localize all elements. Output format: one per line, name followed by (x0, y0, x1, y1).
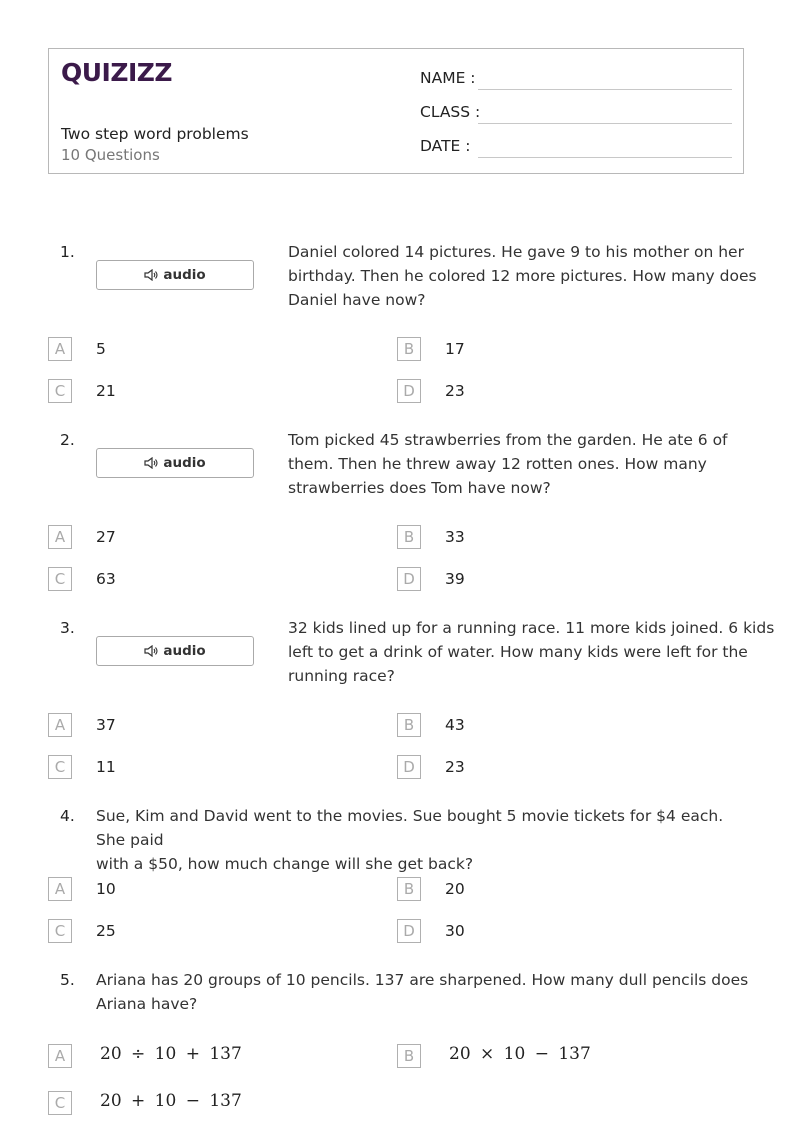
option-b-text: 17 (445, 340, 465, 358)
speaker-icon (144, 645, 158, 657)
question-count: 10 Questions (61, 146, 160, 164)
option-d-text: 23 (445, 382, 465, 400)
question-line: strawberries does Tom have now? (288, 479, 551, 497)
option-a-box[interactable]: A (48, 713, 72, 737)
option-a-box[interactable]: A (48, 1044, 72, 1068)
option-a-text: 20 ÷ 10 + 137 (100, 1044, 242, 1064)
option-b-text: 20 (445, 880, 465, 898)
option-c-box[interactable]: C (48, 379, 72, 403)
question-number: 1. (60, 243, 75, 261)
audio-label: audio (163, 267, 206, 283)
option-a-box[interactable]: A (48, 877, 72, 901)
option-c-text: 20 + 10 − 137 (100, 1091, 242, 1111)
option-d-text: 30 (445, 922, 465, 940)
question-text (96, 968, 756, 1016)
option-c-text: 63 (96, 570, 116, 588)
question-line: Tom picked 45 strawberries from the garden. He ate 6 of (288, 431, 728, 449)
question-number: 3. (60, 619, 75, 637)
audio-button[interactable] (96, 260, 254, 290)
date-label: DATE : (420, 137, 471, 155)
option-b-box[interactable]: B (397, 713, 421, 737)
option-d-box[interactable]: D (397, 919, 421, 943)
class-label: CLASS : (420, 103, 481, 121)
option-a-text: 27 (96, 528, 116, 546)
option-c-text: 21 (96, 382, 116, 400)
question-line: Ariana has 20 groups of 10 pencils. 137 are sharpened. How many dull pencils does (96, 971, 749, 989)
audio-button[interactable] (96, 636, 254, 666)
option-a-text: 37 (96, 716, 116, 734)
question-text (288, 428, 728, 500)
question-line: Daniel have now? (288, 291, 426, 309)
name-field[interactable] (478, 89, 732, 90)
class-field[interactable] (478, 123, 732, 124)
question-number: 4. (60, 807, 75, 825)
option-c-box[interactable]: C (48, 919, 72, 943)
option-d-text: 23 (445, 758, 465, 776)
question-text (288, 616, 774, 688)
option-d-text: 39 (445, 570, 465, 588)
audio-label: audio (163, 643, 206, 659)
question-line: them. Then he threw away 12 rotten ones. How many (288, 455, 707, 473)
quizizz-logo: QUIZIZZ (61, 58, 173, 87)
question-line: with a $50, how much change will she get back? (96, 855, 474, 873)
audio-button[interactable] (96, 448, 254, 478)
question-line: running race? (288, 667, 395, 685)
option-b-box[interactable]: B (397, 1044, 421, 1068)
option-b-box[interactable]: B (397, 525, 421, 549)
question-line: 32 kids lined up for a running race. 11 more kids joined. 6 kids (288, 619, 775, 637)
option-c-text: 11 (96, 758, 116, 776)
question-text (288, 240, 757, 312)
question-line: birthday. Then he colored 12 more pictures. How many does (288, 267, 757, 285)
worksheet-title: Two step word problems (61, 125, 249, 143)
option-c-box[interactable]: C (48, 567, 72, 591)
question-line: Daniel colored 14 pictures. He gave 9 to his mother on her (288, 243, 744, 261)
question-line: Ariana have? (96, 995, 198, 1013)
option-a-box[interactable]: A (48, 337, 72, 361)
option-b-text: 43 (445, 716, 465, 734)
date-field[interactable] (478, 157, 732, 158)
question-line: left to get a drink of water. How many kids were left for the (288, 643, 748, 661)
option-b-text: 20 × 10 − 137 (449, 1044, 591, 1064)
question-line: Sue, Kim and David went to the movies. Sue bought 5 movie tickets for $4 each. She paid (96, 807, 724, 849)
option-a-text: 10 (96, 880, 116, 898)
option-d-box[interactable]: D (397, 755, 421, 779)
option-c-text: 25 (96, 922, 116, 940)
speaker-icon (144, 457, 158, 469)
option-b-text: 33 (445, 528, 465, 546)
option-a-box[interactable]: A (48, 525, 72, 549)
option-d-box[interactable]: D (397, 379, 421, 403)
option-b-box[interactable]: B (397, 337, 421, 361)
option-b-box[interactable]: B (397, 877, 421, 901)
option-c-box[interactable]: C (48, 755, 72, 779)
question-number: 5. (60, 971, 75, 989)
option-c-box[interactable]: C (48, 1091, 72, 1115)
option-d-box[interactable]: D (397, 567, 421, 591)
question-number: 2. (60, 431, 75, 449)
name-label: NAME : (420, 69, 476, 87)
option-a-text: 5 (96, 340, 106, 358)
question-text (96, 804, 756, 876)
audio-label: audio (163, 455, 206, 471)
speaker-icon (144, 269, 158, 281)
